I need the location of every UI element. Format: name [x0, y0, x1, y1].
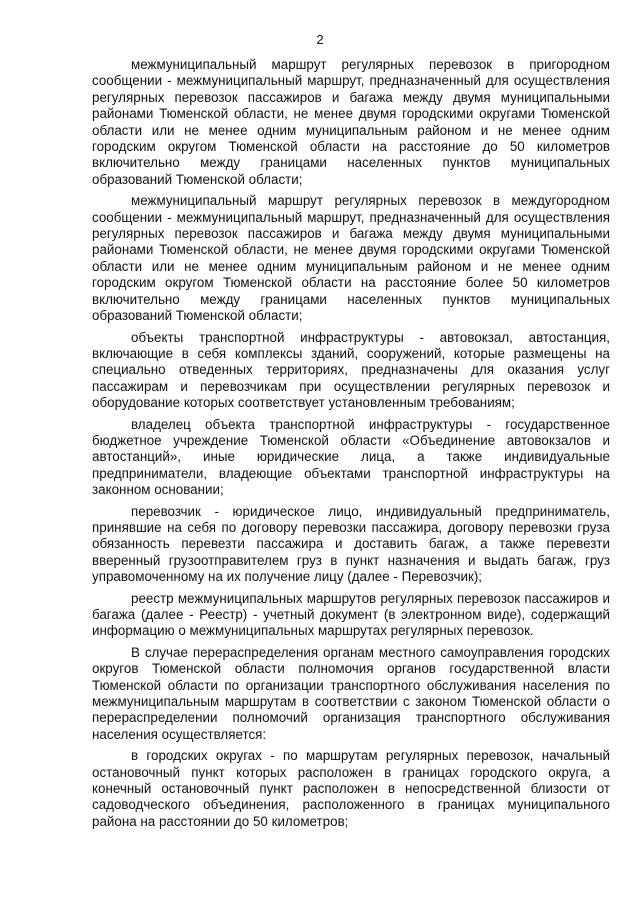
definition-registry: реестр межмуниципальных маршрутов регулярных перевозок пассажиров и багажа (далее - Реестр) - учетный документ (в электронном виде), содержащий информацию о межмуниципальных маршрутах регулярных перевозок.	[92, 590, 610, 639]
definition-intercity-route: межмуниципальный маршрут регулярных перевозок в междугородном сообщении - межмуниципальный маршрут, предназначенный для осуществления регулярных перевозок пассажиров и багажа между двумя муниципальными районами Тюменской области, не менее двумя городскими округами Тюменской области или не менее одним муниципальным районом и не менее одним городским округом Тюменской области на расстояние более 50 километров включительно между границами населенных пунктов муниципальных образований Тюменской области;	[92, 193, 610, 324]
definition-carrier: перевозчик - юридическое лицо, индивидуальный предприниматель, принявшие на себя по договору перевозки пассажира, договору перевозки груза обязанность перевезти пассажира и доставить багаж, а также перевезти вверенный грузоотправителем груз в пункт назначения и выдать багаж, груз управомоченному на их получение лицу (далее - Перевозчик);	[92, 503, 610, 585]
document-body	[92, 57, 610, 835]
definition-infrastructure-owner: владелец объекта транспортной инфраструктуры - государственное бюджетное учреждение Тюменской области «Объединение автовокзалов и автостанций», иные юридические лица, а также индивидуальные предприниматели, владеющие объектами транспортной инфраструктуры на законном основании;	[92, 416, 610, 498]
city-districts-clause: в городских округах - по маршрутам регулярных перевозок, начальный остановочный пункт которых расположен в границах городского округа, а конечный остановочный пункт расположен в непосредственной близости от садоводческого объединения, расположенного в границах муниципального района на расстоянии до 50 километров;	[92, 748, 610, 829]
definition-suburban-route: межмуниципальный маршрут регулярных перевозок в пригородном сообщении - межмуниципальный маршрут, предназначенный для осуществления регулярных перевозок пассажиров и багажа между двумя муниципальными районами Тюменской области, не менее двумя городскими округами Тюменской области или не менее одним муниципальным районом и не менее одним городским округом Тюменской области на расстояние до 50 километров включительно между границами населенных пунктов муниципальных образований Тюменской области;	[92, 57, 610, 187]
definition-transport-infrastructure: объекты транспортной инфраструктуры - автовокзал, автостанция, включающие в себя комплексы зданий, сооружений, которые размещены на специально отведенных территориях, предназначены для оказания услуг пассажирам и перевозчикам при осуществлении регулярных перевозок и оборудование которых соответствует установленным требованиям;	[92, 329, 610, 411]
page-number: 2	[316, 32, 324, 47]
redistribution-clause: В случае перераспределения органам местного самоуправления городских округов Тюменской области полномочия органов государственной власти Тюменской области по организации транспортного обслуживания населения по межмуниципальным маршрутам в соответствии с законом Тюменской области о перераспределении полномочий организация транспортного обслуживания населения осуществляется:	[92, 644, 610, 742]
